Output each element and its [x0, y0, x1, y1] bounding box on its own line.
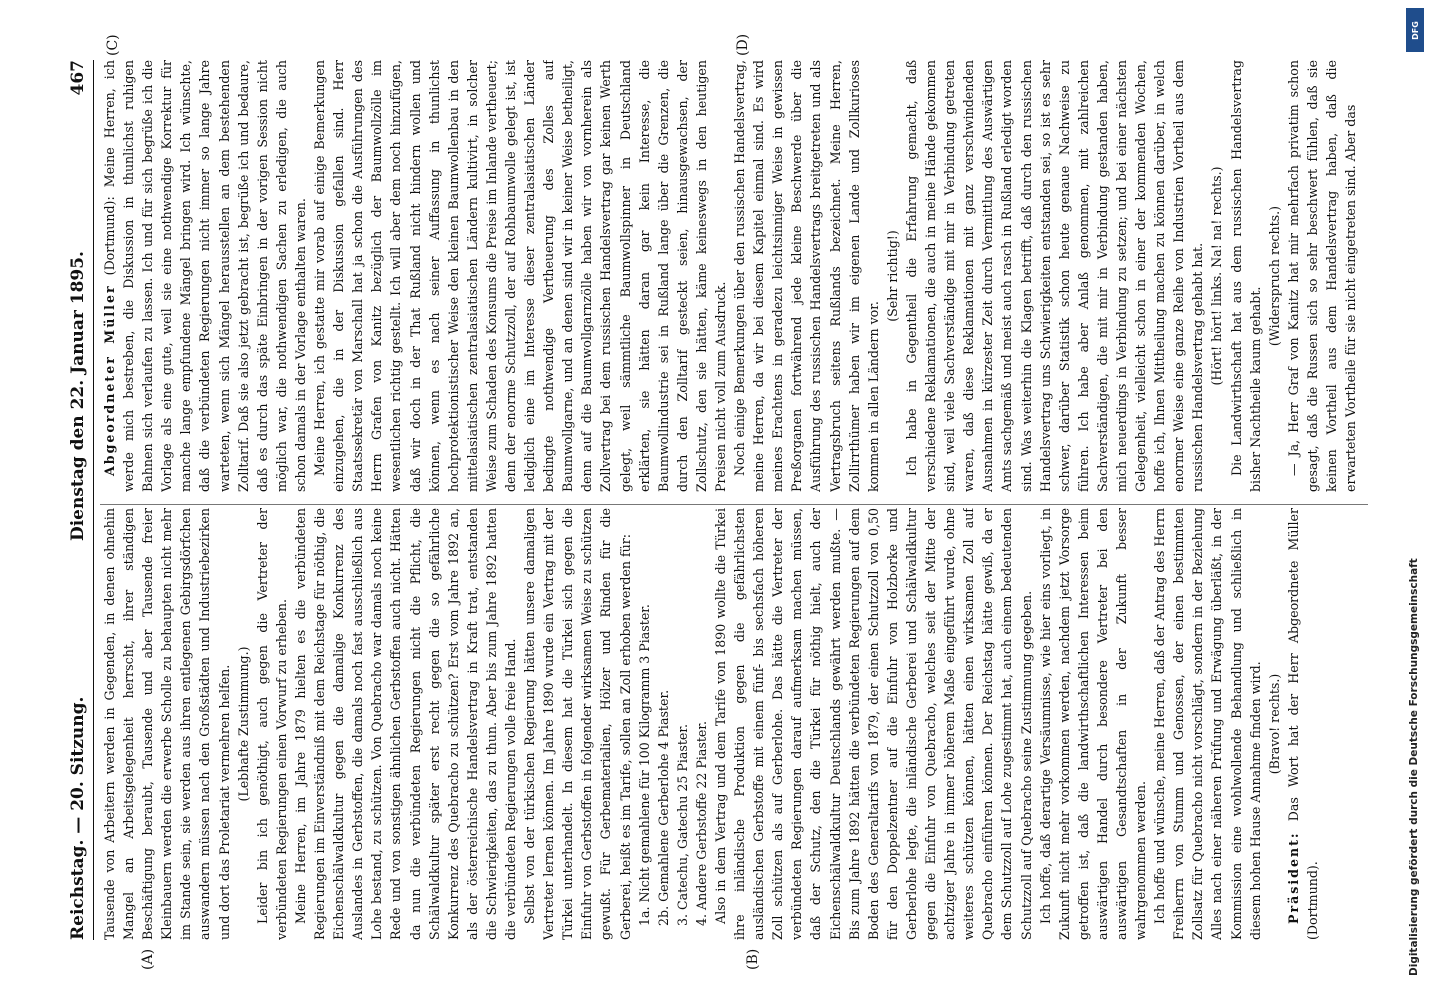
speaker-paragraph: [100, 60, 310, 492]
header-left: Reichstag. — 20. Sitzung.: [68, 696, 88, 940]
paragraph: — Ja, Herr Graf von Kanitz hat mir mehrfach privatim schon gesagt, daß die Russen sich so sehr beschwert fühlen, daß sie keinen Vortheil aus dem Handelsvertrag haben, daß die erwarteten Vortheile für sie nicht eingetreten sind. Aber das: [1285, 60, 1359, 492]
right-column: [100, 60, 1368, 492]
margin-mark-c: (C): [105, 34, 121, 56]
paragraph: Meine Herren, im Jahre 1879 hielten es die verbündeten Regierungen im Einverständniß mit dem Reichstage für nöthig, die Eichenschälwaldkultur gegen die damalige Konkurrenz des Auslandes in Gerbstoffen, die damals noch fast ausschließlich aus Lohe bestand, zu schützen. Von Quebracho war damals noch keine Rede und von sonstigen ähnlichen Gerbstoffen auch nicht. Hätten da nun die verbündeten Regierungen nicht die Pflicht, die Schälwaldkultur später erst recht gegen die so gefährliche Konkurrenz des Quebracho zu schützen? Erst vom Jahre 1892 an, als der österreichische Handelsvertrag in Kraft trat, entstanden die Schwierigkeiten, das zu thun. Aber bis zum Jahre 1892 hatten die verbündeten Regierungen volle freie Hand.: [292, 508, 518, 940]
paragraph: Selbst von der türkischen Regierung hätten unsere damaligen Vertreter lernen können. Im Jahre 1890 wurde ein Vertrag mit der Türkei unterhandelt. In diesem hat die Türkei sich gegen die Einfuhr von Gerbstoffen in folgender wirksamen Weise zu schützen gewußt. Für Gerbematerialien, Hölzer und Rinden für die Gerberei, heißt es im Tarife, sollen an Zoll erhoben werden für:: [522, 508, 633, 940]
tariff-item: 3. Catechu, Gatechu 25 Piaster.: [674, 724, 690, 926]
page-header: [58, 60, 88, 940]
interjection: (Hört! hört! links. Na! na! rechts.): [1209, 166, 1225, 386]
interjection: (Sehr richtig!): [884, 230, 900, 322]
paragraph: Leider bin ich genöthigt, auch gegen die Vertreter der verbündeten Regierungen einen Vorwurf zu erheben.: [254, 508, 289, 940]
paragraph: Ich habe in Gegentheil die Erfahrung gemacht, daß verschiedene Reklamationen, die auch in meine Hände gekommen sind, weil viele Sachverständige mit mir in Verbindung getreten waren, daß diese Reklamationen mit ganz verschwindenden Ausnahmen in kürzester Zeit durch Vermittlung des Auswärtigen Amts sachgemäß und meist auch rasch in Rußland erledigt worden sind. Was weiterhin die Klagen betrifft, daß durch den russischen Handelsvertrag uns Schwierigkeiten entstanden sei, so ist es sehr schwer, darüber Statistik schon heute genaue Nachweise zu führen. Ich habe aber Anlaß genommen, mit zahlreichen Sachverständigen, die mit mir in Verbindung gestanden haben, mich neuerdings in Verbindung zu setzen; und bei einer nächsten Gelegenheit, vielleicht schon in einer der kommenden Wochen, hoffe ich, Ihnen Mittheilung machen zu können darüber, in welch enormer Weise eine ganze Reihe von Industrien Vortheil aus dem russischen Handelsvertrag gehabt hat.: [903, 60, 1206, 492]
speaker-paragraph: [1284, 508, 1322, 940]
left-column: [100, 508, 1368, 940]
digitization-credit: [1406, 4, 1422, 996]
paragraph: Meine Herren, ich gestatte mir vorab auf einige Bemerkungen einzugehen, die in der Diskussion gefallen sind. Herr Staatssekretär von Marschall hat ja schon die Ausführungen des Herrn Grafen von Kanitz bezüglich der Baumwollzölle im wesentlichen richtig gestellt. Ich will aber dem noch hinzufügen, daß wir doch in der That Rußland nicht hindern wollen und können, wenn es nach seiner Auffassung in thunlichst hochprotektionistischer Weise den kleinen Baumwollenbau in den mittelasiatischen zentralasiatischen Ländern kultivirt, in solcher Weise zum Schaden des Konsums die Preise im Inlande vertheuert; denn der enorme Schutzzoll, der auf Rohbaumwolle gelegt ist, ist lediglich eine im Interesse dieser zentralasiatischen Länder bedingte nothwendige Vertheuerung des Zolles auf Baumwollgarne, und an denen sind wir in keiner Weise betheiligt, denn auf die Baumwollgarnzölle haben wir von vornherein als Zollvertrag bei dem russischen Handelsvertrag gar keinen Werth gelegt, weil sämmtliche Baumwollspinner in Deutschland erklärten, sie hätten daran gar kein Interesse, die Baumwollindustrie sei in Rußland lange über die Grenzen, die durch den Zolltarif gesteckt seien, hinausgewachsen, der Zollschutz, den sie hätten, käme keineswegs in den heutigen Preisen nicht voll zum Ausdruck.: [312, 60, 728, 492]
speaker-name: Abgeordneter Müller: [102, 284, 117, 476]
paragraph: Also in dem Vertrag und dem Tarife von 1890 wollte die Türkei ihre inländische Produktion gegen die gefährlichsten ausländischen Gerbstoffe mit einem fünf- bis sechsfach höheren Zoll schützen als auf Gerberlohe. Das hätte die Vertreter der verbündeten Regierungen darauf aufmerksam machen müssen, daß der Schutz, den die Türkei für nöthig hielt, auch der Eichenschälwaldkultur Deutschlands gewährt werden mußte. — Bis zum Jahre 1892 hätten die verbündeten Regierungen auf dem Boden des Generaltarifs von 1879, der einen Schutzzoll von 0,50 für den Doppelzentner auf die Einfuhr von Holzborke und Gerberlohe legte, die inländische Gerberei und Schälwaldkultur gegen die Einfuhr von Quebracho, welches seit der Mitte der achtziger Jahre in immer höherem Maße eingeführt wurde, ohne weiteres schützen können, hätten einen wirksamen Zoll auf Quebracho einführen können. Der Reichstag hätte gewiß, da er dem Schutzzoll auf Lohe zugestimmt hat, auch einem bedeutenden Schutzzoll auf Quebracho seine Zustimmung gegeben.: [713, 508, 1034, 940]
tariff-item: 2b. Gemahlene Gerberlohe 4 Piaster.: [655, 689, 671, 926]
tariff-item: 1a. Nicht gemahlene für 100 Kilogramm 3 Piaster.: [636, 604, 652, 926]
margin-mark-d: (D): [735, 33, 751, 56]
dfg-logo-text: DFG: [1410, 20, 1420, 40]
margin-mark-b: (B): [745, 948, 761, 970]
column-divider: [100, 504, 1368, 505]
credit-text: Digitalisierung gefördert durch die Deutsche Forschungsgemeinschaft: [1408, 558, 1420, 976]
interjection: (Bravo! rechts.): [1266, 673, 1282, 775]
paragraph-text: (Dortmund): Meine Herren, ich werde mich bestreben, die Diskussion in thunlichst ruhigen Bahnen sich verlaufen zu lassen. Ich und für sich begrüße ich die Vorlage als eine gute, weil sie eine nothwendige Korrektur für manche lange empfundene Mängel bringen wird. Ich wünschte, daß die verbündeten Regierungen nicht immer so lange Jahre warteten, wenn sich Mängel herausstellen an dem bestehenden Zolltarif. Daß sie also jetzt gebracht ist, begrüße ich und bedaure, daß es durch das späte Einbringen in der vorigen Session nicht möglich war, die nothwendigen Sachen zu erledigen, die auch schon damals in der Vorlage enthalten waren.: [102, 60, 308, 492]
speaker-label: Präsident:: [1285, 831, 1301, 924]
paragraph: Ich hoffe und wünsche, meine Herren, daß der Antrag des Herrn Freiherrn von Stumm und Genossen, der einen bestimmten Zollsatz für Quebracho nicht vorschlägt, sondern in der Beziehung Alles nach einer näheren Prüfung und Erwägung überläßt, in der Kommission eine wohlwollende Behandlung und schließlich in diesem hohen Hause Annahme finden wird.: [1152, 508, 1263, 940]
header-date: Dienstag den 22. Januar 1895.: [68, 251, 88, 542]
interjection: (Lebhafte Zustimmung.): [235, 646, 251, 802]
page-number: 467: [68, 60, 88, 96]
paragraph: Die Landwirthschaft hat aus dem russischen Handelsvertrag bisher Nachtheile kaum gehabt.: [1228, 60, 1263, 492]
margin-mark-a: (A): [140, 948, 156, 970]
paragraph: Tausende von Arbeitern werden in Gegenden, in denen ohnehin Mangel an Arbeitsgelegenheit herrscht, ihrer ständigen Beschäftigung beraubt, Tausende und aber Tausende freier Kleinbauern werden die erwerbe Scholle zu behaupten nicht mehr im Stande sein, sie werden aus ihren entlegenen Gebirgsdörfchen auswandern müssen nach den Großstädten und Industriebezirken und dort das Proletariat vermehren helfen.: [102, 508, 232, 940]
interjection: (Widerspruch rechts.): [1266, 205, 1282, 347]
paragraph: Noch einige Bemerkungen über den russischen Handelsvertrag, meine Herren, da wir bei diesem Kapitel einmal sind. Es wird meines Erachtens in geradezu leichtsinniger Weise in gewissen Preßorganen fortwährend jede kleine Beschwerde über die Ausführung des russischen Handelsvertrags breitgetreten und als Vertragsbruch seitens Rußlands bezeichnet. Meine Herren, Zollirrthümer haben wir im eigenen Lande und Zollkurioses kommen in allen Ländern vor.: [732, 60, 881, 492]
paragraph: Ich hoffe, daß derartige Versäumnisse, wie hier eins vorliegt, in Zukunft nicht mehr vorkommen werden, nachdem jetzt Vorsorge getroffen ist, daß die landwirthschaftlichen Interessen beim auswärtigen Handel durch besondere Vertreter bei den auswärtigen Gesandtschaften in der Zukunft besser wahrgenommen werden.: [1037, 508, 1149, 940]
speaker-text: Das Wort hat der Herr Abgeordnete Müller (Dortmund).: [1285, 508, 1320, 940]
tariff-item: 4. Andere Gerbstoffe 22 Piaster.: [693, 721, 709, 926]
header-rule: [93, 60, 94, 940]
